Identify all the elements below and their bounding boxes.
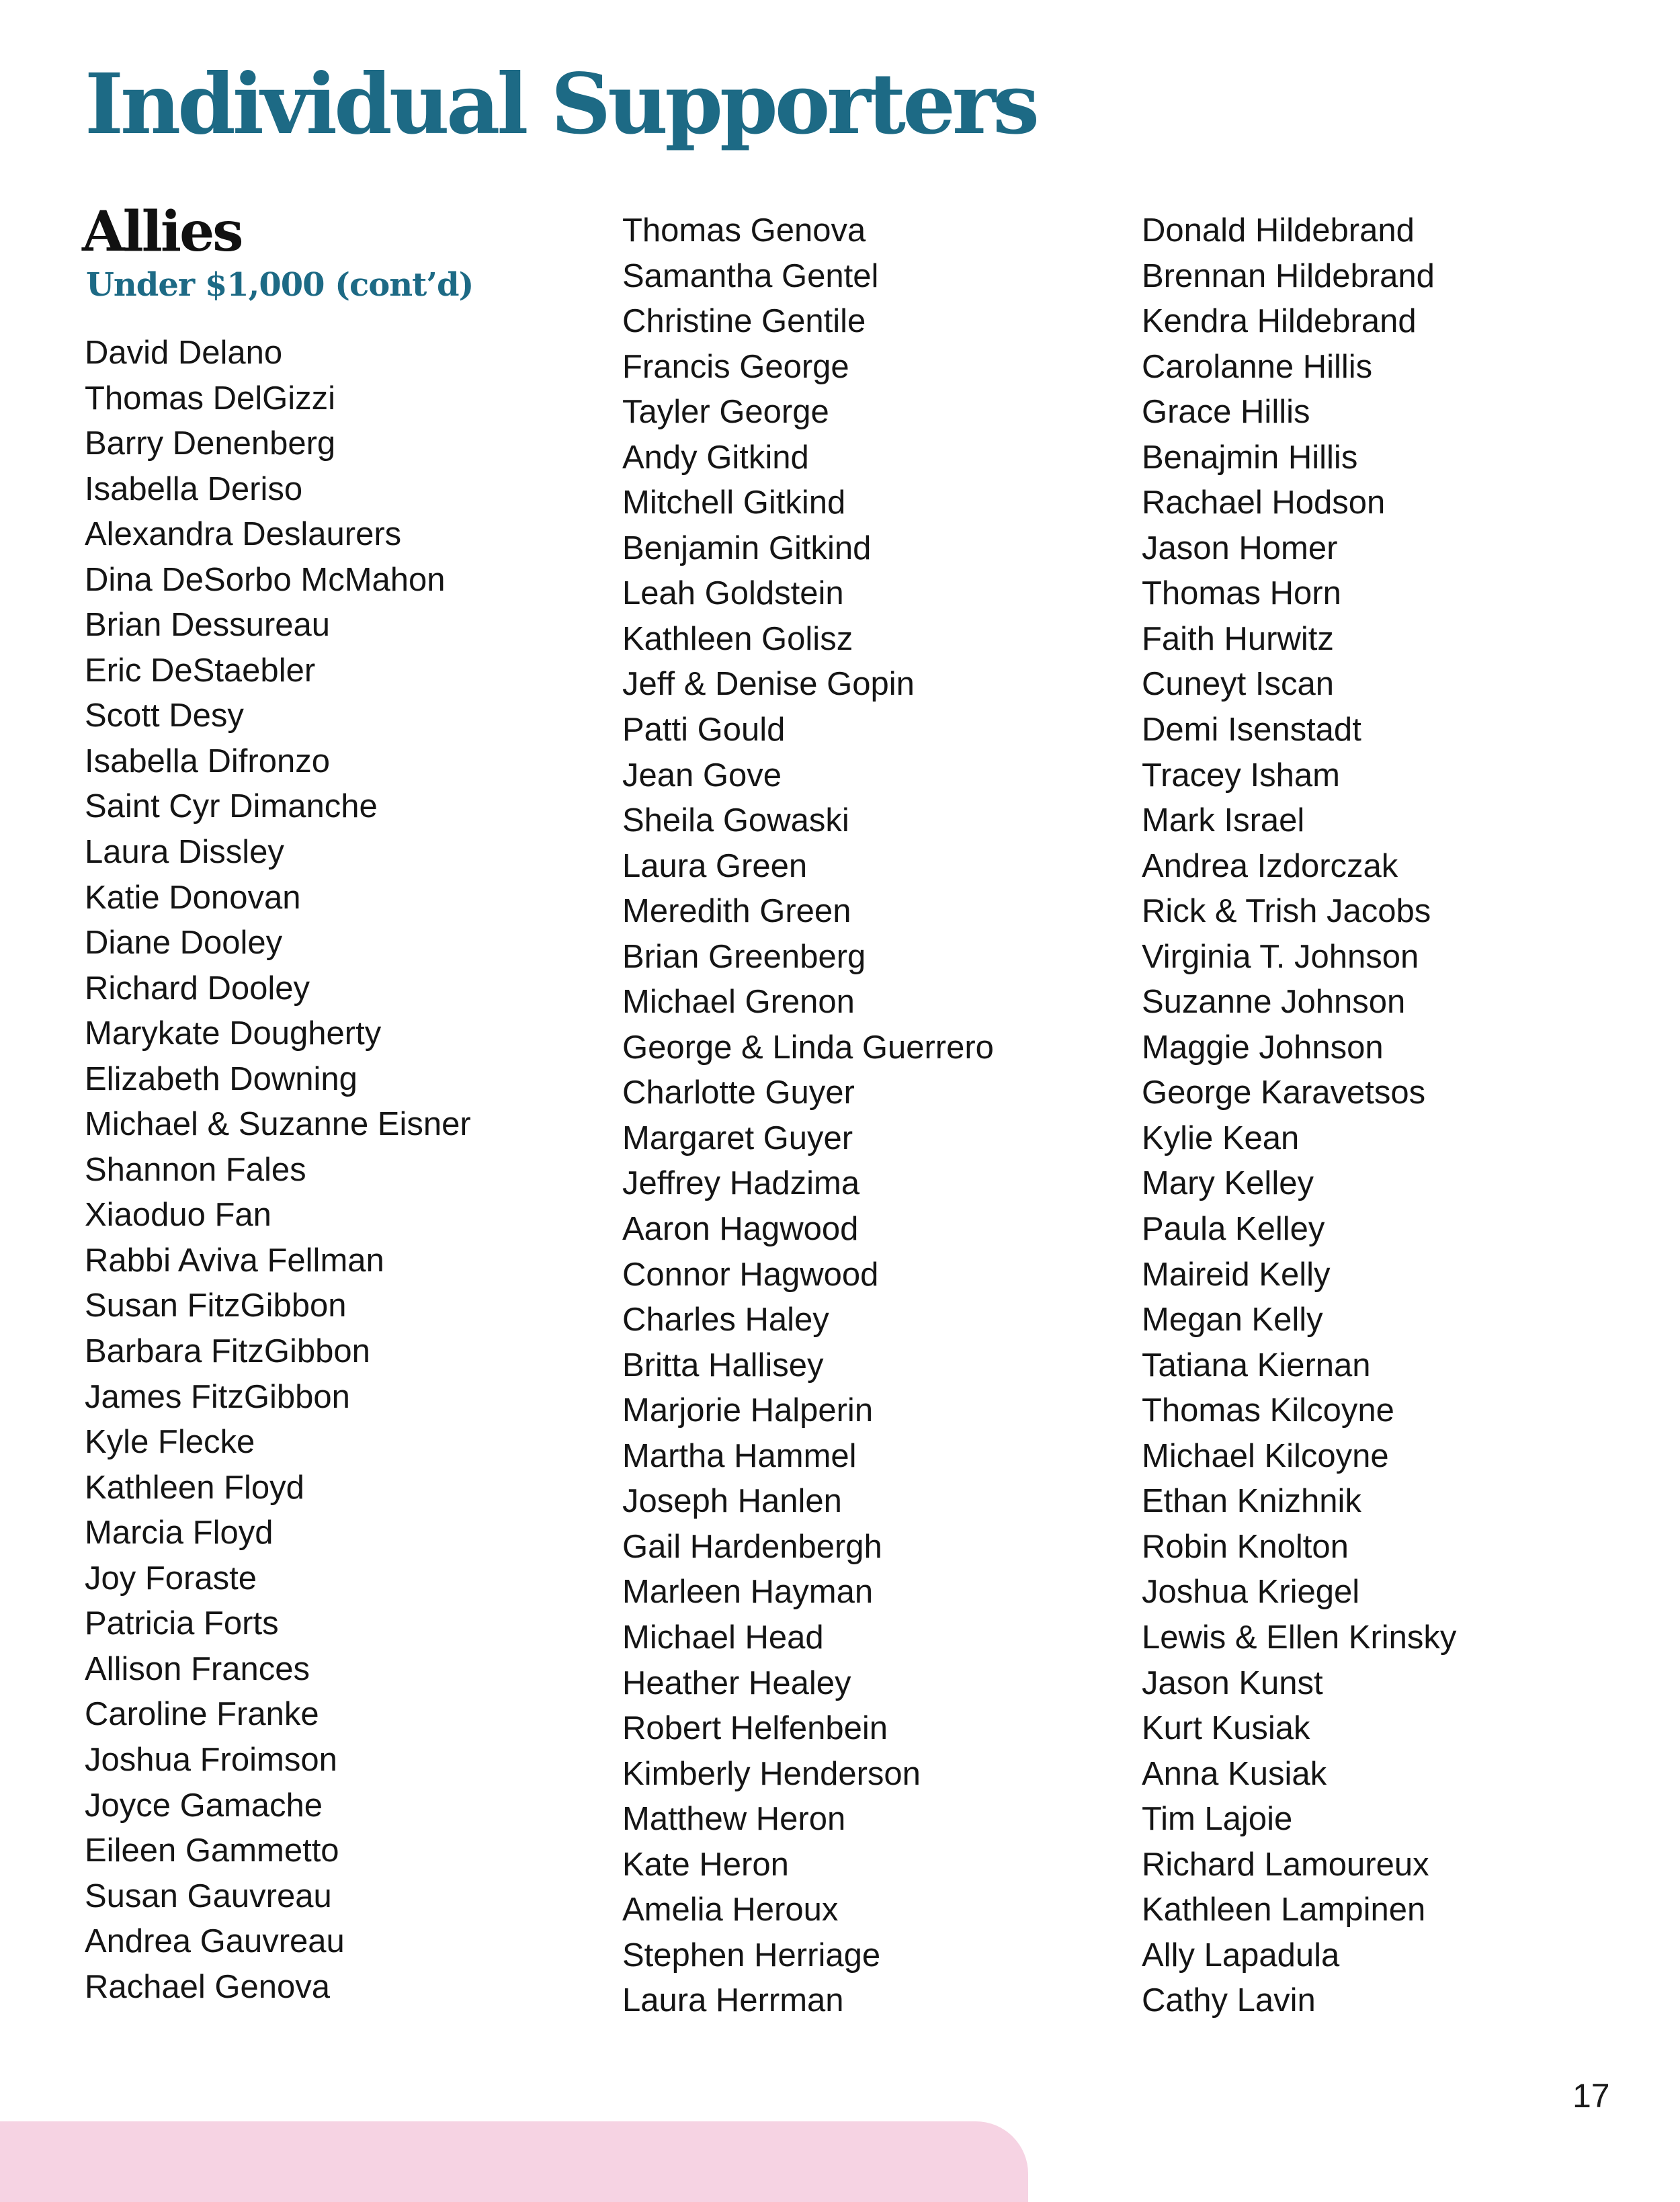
supporter-name: Diane Dooley (85, 925, 283, 962)
supporter-name: Michael & Suzanne Eisner (85, 1106, 471, 1143)
supporter-name: Anna Kusiak (1142, 1755, 1327, 1792)
supporter-name: Shannon Fales (85, 1151, 306, 1188)
supporter-name: Aaron Hagwood (622, 1211, 859, 1248)
supporter-name: Barry Denenberg (85, 425, 336, 462)
supporter-name: Kathleen Golisz (622, 620, 853, 657)
supporter-name: Eric DeStaebler (85, 652, 316, 689)
supporter-name: Suzanne Johnson (1142, 984, 1406, 1021)
supporter-name: Joyce Gamache (85, 1787, 323, 1824)
supporter-name: Benjamin Gitkind (622, 530, 872, 566)
supporter-name: Donald Hildebrand (1142, 212, 1415, 249)
supporter-name: Robert Helfenbein (622, 1710, 888, 1747)
supporter-name: Megan Kelly (1142, 1302, 1323, 1339)
supporter-name: Kylie Kean (1142, 1119, 1300, 1156)
supporter-name: Lewis & Ellen Krinsky (1142, 1619, 1457, 1656)
supporter-name: Brian Dessureau (85, 607, 330, 644)
supporter-name: Connor Hagwood (622, 1256, 879, 1293)
supporter-name: Martha Hammel (622, 1437, 857, 1474)
supporter-name: Caroline Franke (85, 1696, 319, 1733)
supporter-name: Kurt Kusiak (1142, 1710, 1310, 1747)
supporter-name: Joseph Hanlen (622, 1483, 842, 1520)
supporter-name: Jason Kunst (1142, 1664, 1323, 1701)
supporter-name: Mark Israel (1142, 802, 1305, 839)
supporter-name: David Delano (85, 335, 283, 371)
supporter-name: Andrea Izdorczak (1142, 847, 1398, 884)
supporter-name: Patricia Forts (85, 1605, 279, 1642)
supporter-name: Marcia Floyd (85, 1515, 274, 1552)
supporter-name: Tim Lajoie (1142, 1801, 1293, 1838)
supporter-name: Kathleen Lampinen (1142, 1892, 1426, 1929)
supporter-name: Paula Kelley (1142, 1211, 1325, 1248)
supporter-name: Faith Hurwitz (1142, 620, 1334, 657)
supporter-name: Michael Grenon (622, 984, 855, 1021)
supporter-name: Kyle Flecke (85, 1424, 255, 1461)
supporter-name: Charles Haley (622, 1302, 829, 1339)
supporter-name: Ethan Knizhnik (1142, 1483, 1361, 1520)
supporter-name: Stephen Herriage (622, 1937, 881, 1974)
supporter-name: Thomas DelGizzi (85, 380, 336, 417)
supporter-name: Maireid Kelly (1142, 1256, 1331, 1293)
supporter-name: George & Linda Guerrero (622, 1029, 994, 1066)
supporter-name: Rabbi Aviva Fellman (85, 1242, 384, 1279)
supporter-name: Maggie Johnson (1142, 1029, 1384, 1066)
supporter-name: Demi Isenstadt (1142, 712, 1361, 749)
supporter-list-column-3 (1142, 208, 1456, 2024)
page-title: Individual Supporters (85, 56, 1037, 153)
supporter-name: Allison Frances (85, 1650, 310, 1687)
supporter-name: Grace Hillis (1142, 394, 1310, 431)
supporter-name: Britta Hallisey (622, 1347, 824, 1384)
supporter-name: Richard Lamoureux (1142, 1846, 1429, 1883)
supporter-name: Brian Greenberg (622, 938, 866, 975)
supporter-name: Tracey Isham (1142, 757, 1340, 794)
supporter-name: Barbara FitzGibbon (85, 1333, 370, 1370)
supporter-list-column-1 (85, 331, 471, 2010)
supporter-name: Meredith Green (622, 893, 851, 930)
supporter-name: Francis George (622, 348, 849, 385)
supporter-name: Jeff & Denise Gopin (622, 666, 915, 703)
supporter-name: Joshua Kriegel (1142, 1574, 1360, 1611)
supporter-name: Matthew Heron (622, 1801, 846, 1838)
footer-decorative-band (0, 2121, 1028, 2202)
supporter-name: Sheila Gowaski (622, 802, 849, 839)
supporter-name: Amelia Heroux (622, 1892, 839, 1929)
supporter-name: Katie Donovan (85, 879, 301, 916)
supporter-name: Tatiana Kiernan (1142, 1347, 1371, 1384)
supporter-name: Kate Heron (622, 1846, 789, 1883)
supporter-name: Isabella Deriso (85, 470, 303, 507)
supporter-name: Kathleen Floyd (85, 1469, 304, 1506)
supporter-name: Alexandra Deslaurers (85, 516, 402, 553)
supporter-name: Cathy Lavin (1142, 1982, 1316, 2019)
supporter-name: Tayler George (622, 394, 829, 431)
supporter-name: Marjorie Halperin (622, 1392, 874, 1429)
supporter-name: Gail Hardenbergh (622, 1528, 882, 1565)
supporter-name: Joy Foraste (85, 1560, 257, 1597)
supporter-name: Ally Lapadula (1142, 1937, 1340, 1974)
section-heading: Allies (82, 200, 242, 264)
supporter-name: Thomas Kilcoyne (1142, 1392, 1394, 1429)
supporter-name: Laura Herrman (622, 1982, 844, 2019)
supporter-name: Rachael Hodson (1142, 484, 1386, 521)
supporter-name: Michael Head (622, 1619, 824, 1656)
supporter-name: Charlotte Guyer (622, 1074, 855, 1111)
supporter-name: Richard Dooley (85, 970, 310, 1007)
supporter-name: Andy Gitkind (622, 439, 809, 476)
supporter-name: Dina DeSorbo McMahon (85, 561, 446, 598)
supporter-name: Leah Goldstein (622, 575, 844, 612)
page-number: 17 (1572, 2077, 1610, 2115)
supporter-name: Xiaoduo Fan (85, 1197, 271, 1234)
supporter-name: Patti Gould (622, 712, 786, 749)
supporter-name: Carolanne Hillis (1142, 348, 1373, 385)
supporter-name: Thomas Horn (1142, 575, 1341, 612)
supporter-name: Laura Green (622, 847, 808, 884)
section-subheading: Under $1,000 (cont’d) (86, 266, 474, 304)
supporter-name: Thomas Genova (622, 212, 866, 249)
supporter-name: Virginia T. Johnson (1142, 938, 1419, 975)
supporter-name: Susan FitzGibbon (85, 1287, 347, 1324)
supporter-name: Margaret Guyer (622, 1119, 853, 1156)
supporter-name: Joshua Froimson (85, 1741, 337, 1778)
supporter-name: Kendra Hildebrand (1142, 303, 1417, 340)
supporter-name: Rachael Genova (85, 1968, 331, 2005)
supporter-name: Elizabeth Downing (85, 1060, 358, 1097)
supporter-name: Jeffrey Hadzima (622, 1165, 860, 1202)
supporter-name: Kimberly Henderson (622, 1755, 921, 1792)
supporter-name: Cuneyt Iscan (1142, 666, 1334, 703)
supporter-name: Benajmin Hillis (1142, 439, 1358, 476)
supporter-name: Samantha Gentel (622, 257, 879, 294)
supporter-name: Rick & Trish Jacobs (1142, 893, 1431, 930)
supporter-name: Isabella Difronzo (85, 743, 330, 779)
supporter-name: Christine Gentile (622, 303, 866, 340)
supporter-name: Marleen Hayman (622, 1574, 874, 1611)
supporter-name: Brennan Hildebrand (1142, 257, 1435, 294)
supporter-name: Saint Cyr Dimanche (85, 788, 378, 825)
supporter-name: Mary Kelley (1142, 1165, 1314, 1202)
supporter-name: Marykate Dougherty (85, 1015, 382, 1052)
supporter-name: Scott Desy (85, 697, 244, 734)
supporter-name: Jason Homer (1142, 530, 1338, 566)
supporter-name: Eileen Gammetto (85, 1832, 339, 1869)
supporter-name: Mitchell Gitkind (622, 484, 846, 521)
supporter-name: Heather Healey (622, 1664, 851, 1701)
supporter-name: Jean Gove (622, 757, 782, 794)
supporter-name: James FitzGibbon (85, 1378, 350, 1415)
supporter-name: Laura Dissley (85, 834, 284, 871)
supporter-name: Susan Gauvreau (85, 1877, 332, 1914)
supporter-name: Michael Kilcoyne (1142, 1437, 1389, 1474)
supporter-name: Andrea Gauvreau (85, 1923, 345, 1960)
supporter-name: Robin Knolton (1142, 1528, 1349, 1565)
supporter-list-column-2 (622, 208, 994, 2024)
supporter-name: George Karavetsos (1142, 1074, 1426, 1111)
